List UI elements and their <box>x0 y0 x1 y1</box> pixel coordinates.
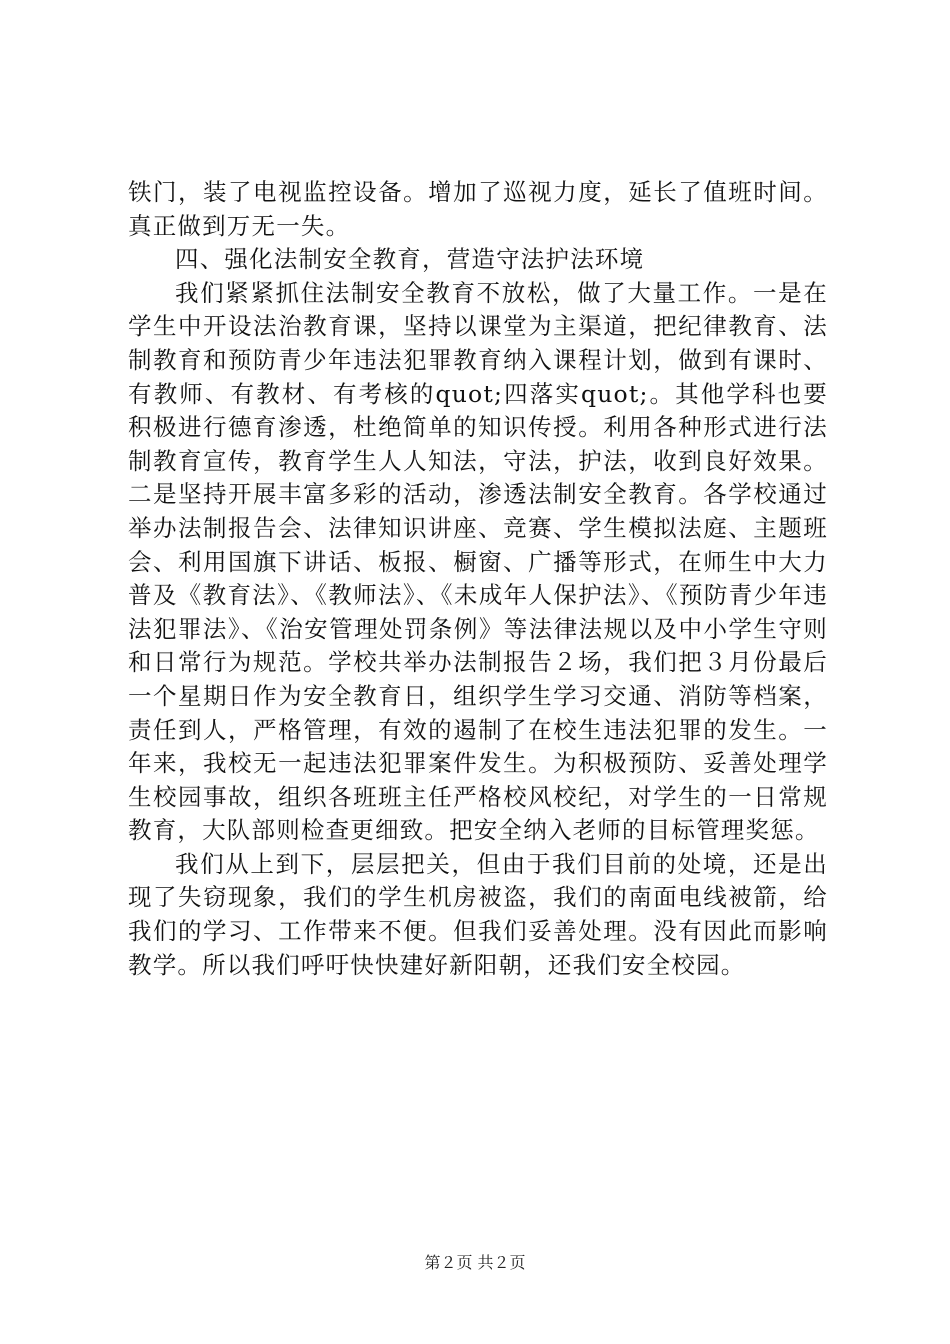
page-footer: 第２页 共２页 <box>424 1253 526 1272</box>
paragraph-education: 我们紧紧抓住法制安全教育不放松，做了大量工作。一是在学生中开设法治教育课，坚持以课堂为主渠道，把纪律教育、法制教育和预防青少年违法犯罪教育纳入课程计划，做到有课时、有教师、有教材、有考核的quot;四落实quot;。其他学科也要积极进行德育渗透，杜绝简单的知识传授。利用各种形式进行法制教育宣传，教育学生人人知法，守法，护法，收到良好效果。二是坚持开展丰富多彩的活动，渗透法制安全教育。各学校通过举办法制报告会、法律知识讲座、竞赛、学生模拟法庭、主题班会、利用国旗下讲话、板报、橱窗、广播等形式，在师生中大力普及《教育法》、《教师法》、《未成年人保护法》、《预防青少年违法犯罪法》、《治安管理处罚条例》等法律法规以及中小学生守则和日常行为规范。学校共举办法制报告２场，我们把３月份最后一个星期日作为安全教育日，组织学生学习交通、消防等档案，责任到人，严格管理，有效的遏制了在校生违法犯罪的发生。一年来，我校无一起违法犯罪案件发生。为积极预防、妥善处理学生校园事故，组织各班班主任严格校风校纪，对学生的一日常规教育，大队部则检查更细致。把安全纳入老师的目标管理奖惩。 <box>128 278 828 845</box>
paragraph-conclusion: 我们从上到下，层层把关，但由于我们目前的处境，还是出现了失窃现象，我们的学生机房被盗，我们的南面电线被箭，给我们的学习、工作带来不便。但我们妥善处理。没有因此而影响教学。所以我们呼吁快快建好新阳朝，还我们安全校园。 <box>128 849 828 979</box>
document-body <box>128 176 828 982</box>
paragraph-continuation: 铁门，装了电视监控设备。增加了巡视力度，延长了值班时间。真正做到万无一失。 <box>128 178 828 240</box>
section-heading: 四、强化法制安全教育，营造守法护法环境 <box>175 245 645 274</box>
